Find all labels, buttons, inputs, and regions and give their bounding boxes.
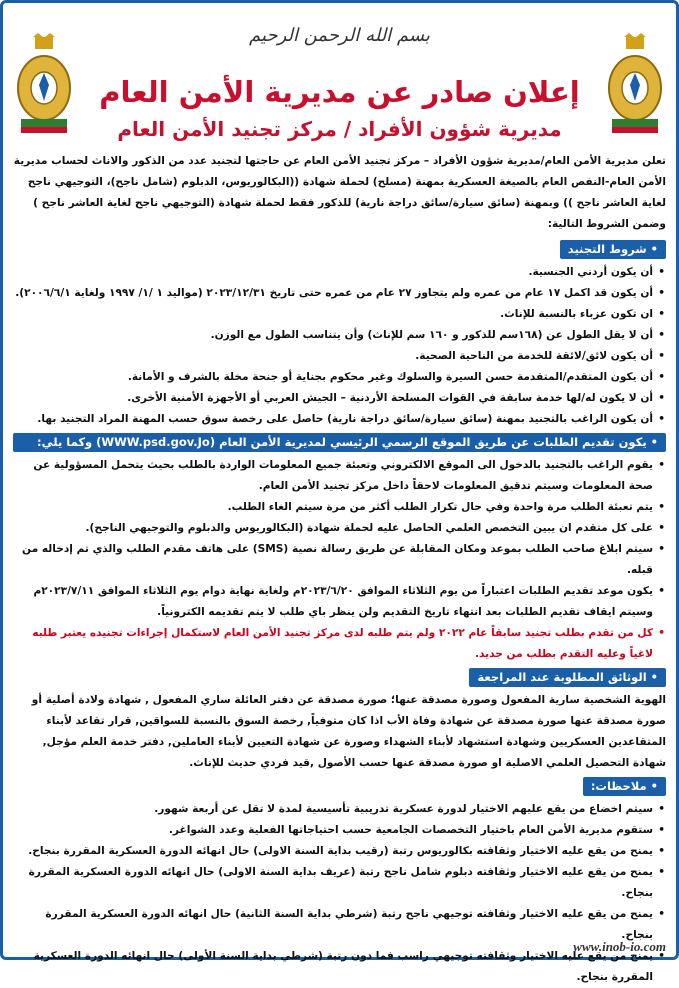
documents-paragraph: الهوية الشخصية سارية المفعول وصورة مصدقة عنها؛ صورة مصدقة عن دفتر العائلة ساري المفعول , شهادة ولادة أصلية أو صورة مصدقة عنها صورة مصدقة عن شهادة وفاة الأب اذا كان متوفياً, رخصة السوق بالنسبة للسواقين, قرار تقاعد لأبناء المتقاعدين العسكريين وشهادة استشهاد لأبناء الشهداء وصورة عن شهادة التعيين لأبناء العاملين, دفتر خدمة العلم مؤجل, شهادة التحصيل العلمي الاصلية او صورة مصدقة عنها حسب الأصول ,قيد فردي حديث للإناث. <box>31 694 666 769</box>
list-item: • أن لا يكون له/لها خدمة سابقة في القوات المسلحة الأردنية – الجيش العربي أو الأجهزة الأمنية الأخرى. <box>13 388 666 409</box>
list-item: • يمنح من يقع عليه الاختيار وثقافته توجيهي راسب فما دون رتبة (شرطي بداية السنة الأولى) حال انهائه الدورة العسكرية المقررة بنجاح. <box>13 946 666 988</box>
conditions-list <box>13 262 666 430</box>
list-item: • على كل متقدم ان يبين التخصص العلمي الحاصل عليه لحملة شهادة (البكالوريوس والدبلوم والتوجيهي الناجح). <box>13 518 666 539</box>
list-item: • أن يكون المتقدم/المتقدمة حسن السيرة والسلوك وغير محكوم بجناية أو جنحة مخلة بالشرف و الأمانة. <box>13 367 666 388</box>
list-item: • ان تكون عزباء بالنسبة للإناث. <box>13 304 666 325</box>
watermark: www.inob-io.com <box>573 939 666 954</box>
list-item: • يمنح من يقع عليه الاختيار وثقافته بكالوريوس رتبة (رقيب بداية السنة الاولى) حال انهائه الدورة العسكرية المقررة بنجاح. <box>13 841 666 862</box>
application-list <box>13 455 666 665</box>
page-title: إعلان صادر عن مديرية الأمن العام <box>99 75 580 109</box>
list-item: • يكون موعد تقديم الطلبات اعتباراً من يوم الثلاثاء الموافق ٢٠٢٣/٦/٢٠م ولغاية نهاية دوام يوم الثلاثاء الموافق ٢٠٢٣/٧/١١م وسيتم ايقاف تقديم الطلبات بعد انتهاء تاريخ التقديم ولن ينظر باي طلب لا يتم تقديمه الكترونياً. <box>13 581 666 623</box>
intro-paragraph: تعلن مديرية الأمن العام/مديرية شؤون الأفراد – مركز تجنيد الأمن العام عن حاجتها لتجنيد عدد من الذكور والاناث لحساب مديرية الأمن العام-النفص العام بالصيغة العسكرية بمهنة (مسلح) لحملة شهادة ((البكالوريوس، الدبلوم (شامل ناجح)، التوجيهي ناجح لغاية العاشر ناجح )) وبمهنة (سائق سيارة/سائق دراجة نارية) للذكور فقط لحملة شهادة (التوجيهي ناجح لغاية العاشر ناجح ) وضمن الشروط التالية: <box>13 155 666 230</box>
list-item: • أن يكون قد اكمل ١٧ عام من عمره ولم يتجاوز ٢٧ عام من عمره حتى تاريخ ٢٠٢٣/١٢/٣١ (مواليد ١ /١/ ١٩٩٧ ولغاية ٢٠٠٦/٦/١). <box>13 283 666 304</box>
application-heading: • يكون تقديم الطلبات عن طريق الموقع الرسمي الرئيسي لمديرية الأمن العام (WWW.psd.gov.Jo) وكما يلي: <box>13 433 666 452</box>
conditions-heading: • شروط التجنيد <box>560 240 666 259</box>
list-item: • أن يكون لائق/لائقة للخدمة من الناحية الصحية. <box>13 346 666 367</box>
basmala: بسم الله الرحمن الرحيم <box>249 25 430 46</box>
list-item: • يقوم الراغب بالتجنيد بالدخول الى الموقع الالكتروني وتعبئة جميع المعلومات الواردة بالطلب بحيث يتحمل المسؤولية عن صحة المعلومات وسيتم تدقيق المعلومات لاحقاً داخل مركز تجنيد الأمن العام. <box>13 455 666 497</box>
list-item: • أن يكون أردني الجنسية. <box>13 262 666 283</box>
list-item: • أن لا يقل الطول عن (١٦٨سم للذكور و ١٦٠ سم للإناث) وأن يتناسب الطول مع الوزن. <box>13 325 666 346</box>
notes-list <box>13 799 666 988</box>
list-item: • يمنح من يقع عليه الاختيار وثقافته دبلوم شامل ناجح رتبة (عريف بداية السنة الاولى) حال انهائه الدورة العسكرية المقررة بنجاح. <box>13 862 666 904</box>
list-item: • يتم تعبئة الطلب مرة واحدة وفي حال تكرار الطلب أكثر من مرة سيتم الغاء الطلب. <box>13 497 666 518</box>
announcement-body <box>3 151 676 988</box>
list-item: • سيتم ابلاغ صاحب الطلب بموعد ومكان المقابلة عن طريق رسالة نصية (SMS) على هاتف مقدم الطلب والذي تم إدخاله من قبله. <box>13 539 666 581</box>
list-item: • يمنح من يقع عليه الاختيار وثقافته توجيهي ناجح رتبة (شرطي بداية السنة الثانية) حال انهائه الدورة العسكرية المقررة بنجاح. <box>13 904 666 946</box>
page-subtitle: مديرية شؤون الأفراد / مركز تجنيد الأمن العام <box>117 117 562 141</box>
documents-heading: • الوثائق المطلوبة عند المراجعة <box>469 668 666 687</box>
list-item: • سيتم اخضاع من يقع عليهم الاختيار لدورة عسكرية تدريبية تأسيسية لمدة لا تقل عن أربعة شهور. <box>13 799 666 820</box>
list-item: • أن يكون الراغب بالتجنيد بمهنة (سائق سيارة/سائق دراجة نارية) حاصل على رخصة سوق حسب المهنة المراد التجنيد بها. <box>13 409 666 430</box>
announcement-header <box>3 3 676 151</box>
list-item: • ستقوم مديرية الأمن العام باختيار التخصصات الجامعية حسب احتياجاتها الفعلية وعدد الشواغر. <box>13 820 666 841</box>
notes-heading: • ملاحظات: <box>583 777 666 796</box>
warning-item: • كل من تقدم بطلب تجنيد سابقاً عام ٢٠٢٢ ولم يتم طلبه لدى مركز تجنيد الأمن العام لاستكمال إجراءات تجنيده يعتبر طلبه لاغياً وعليه التقدم بطلب من جديد. <box>13 623 666 665</box>
